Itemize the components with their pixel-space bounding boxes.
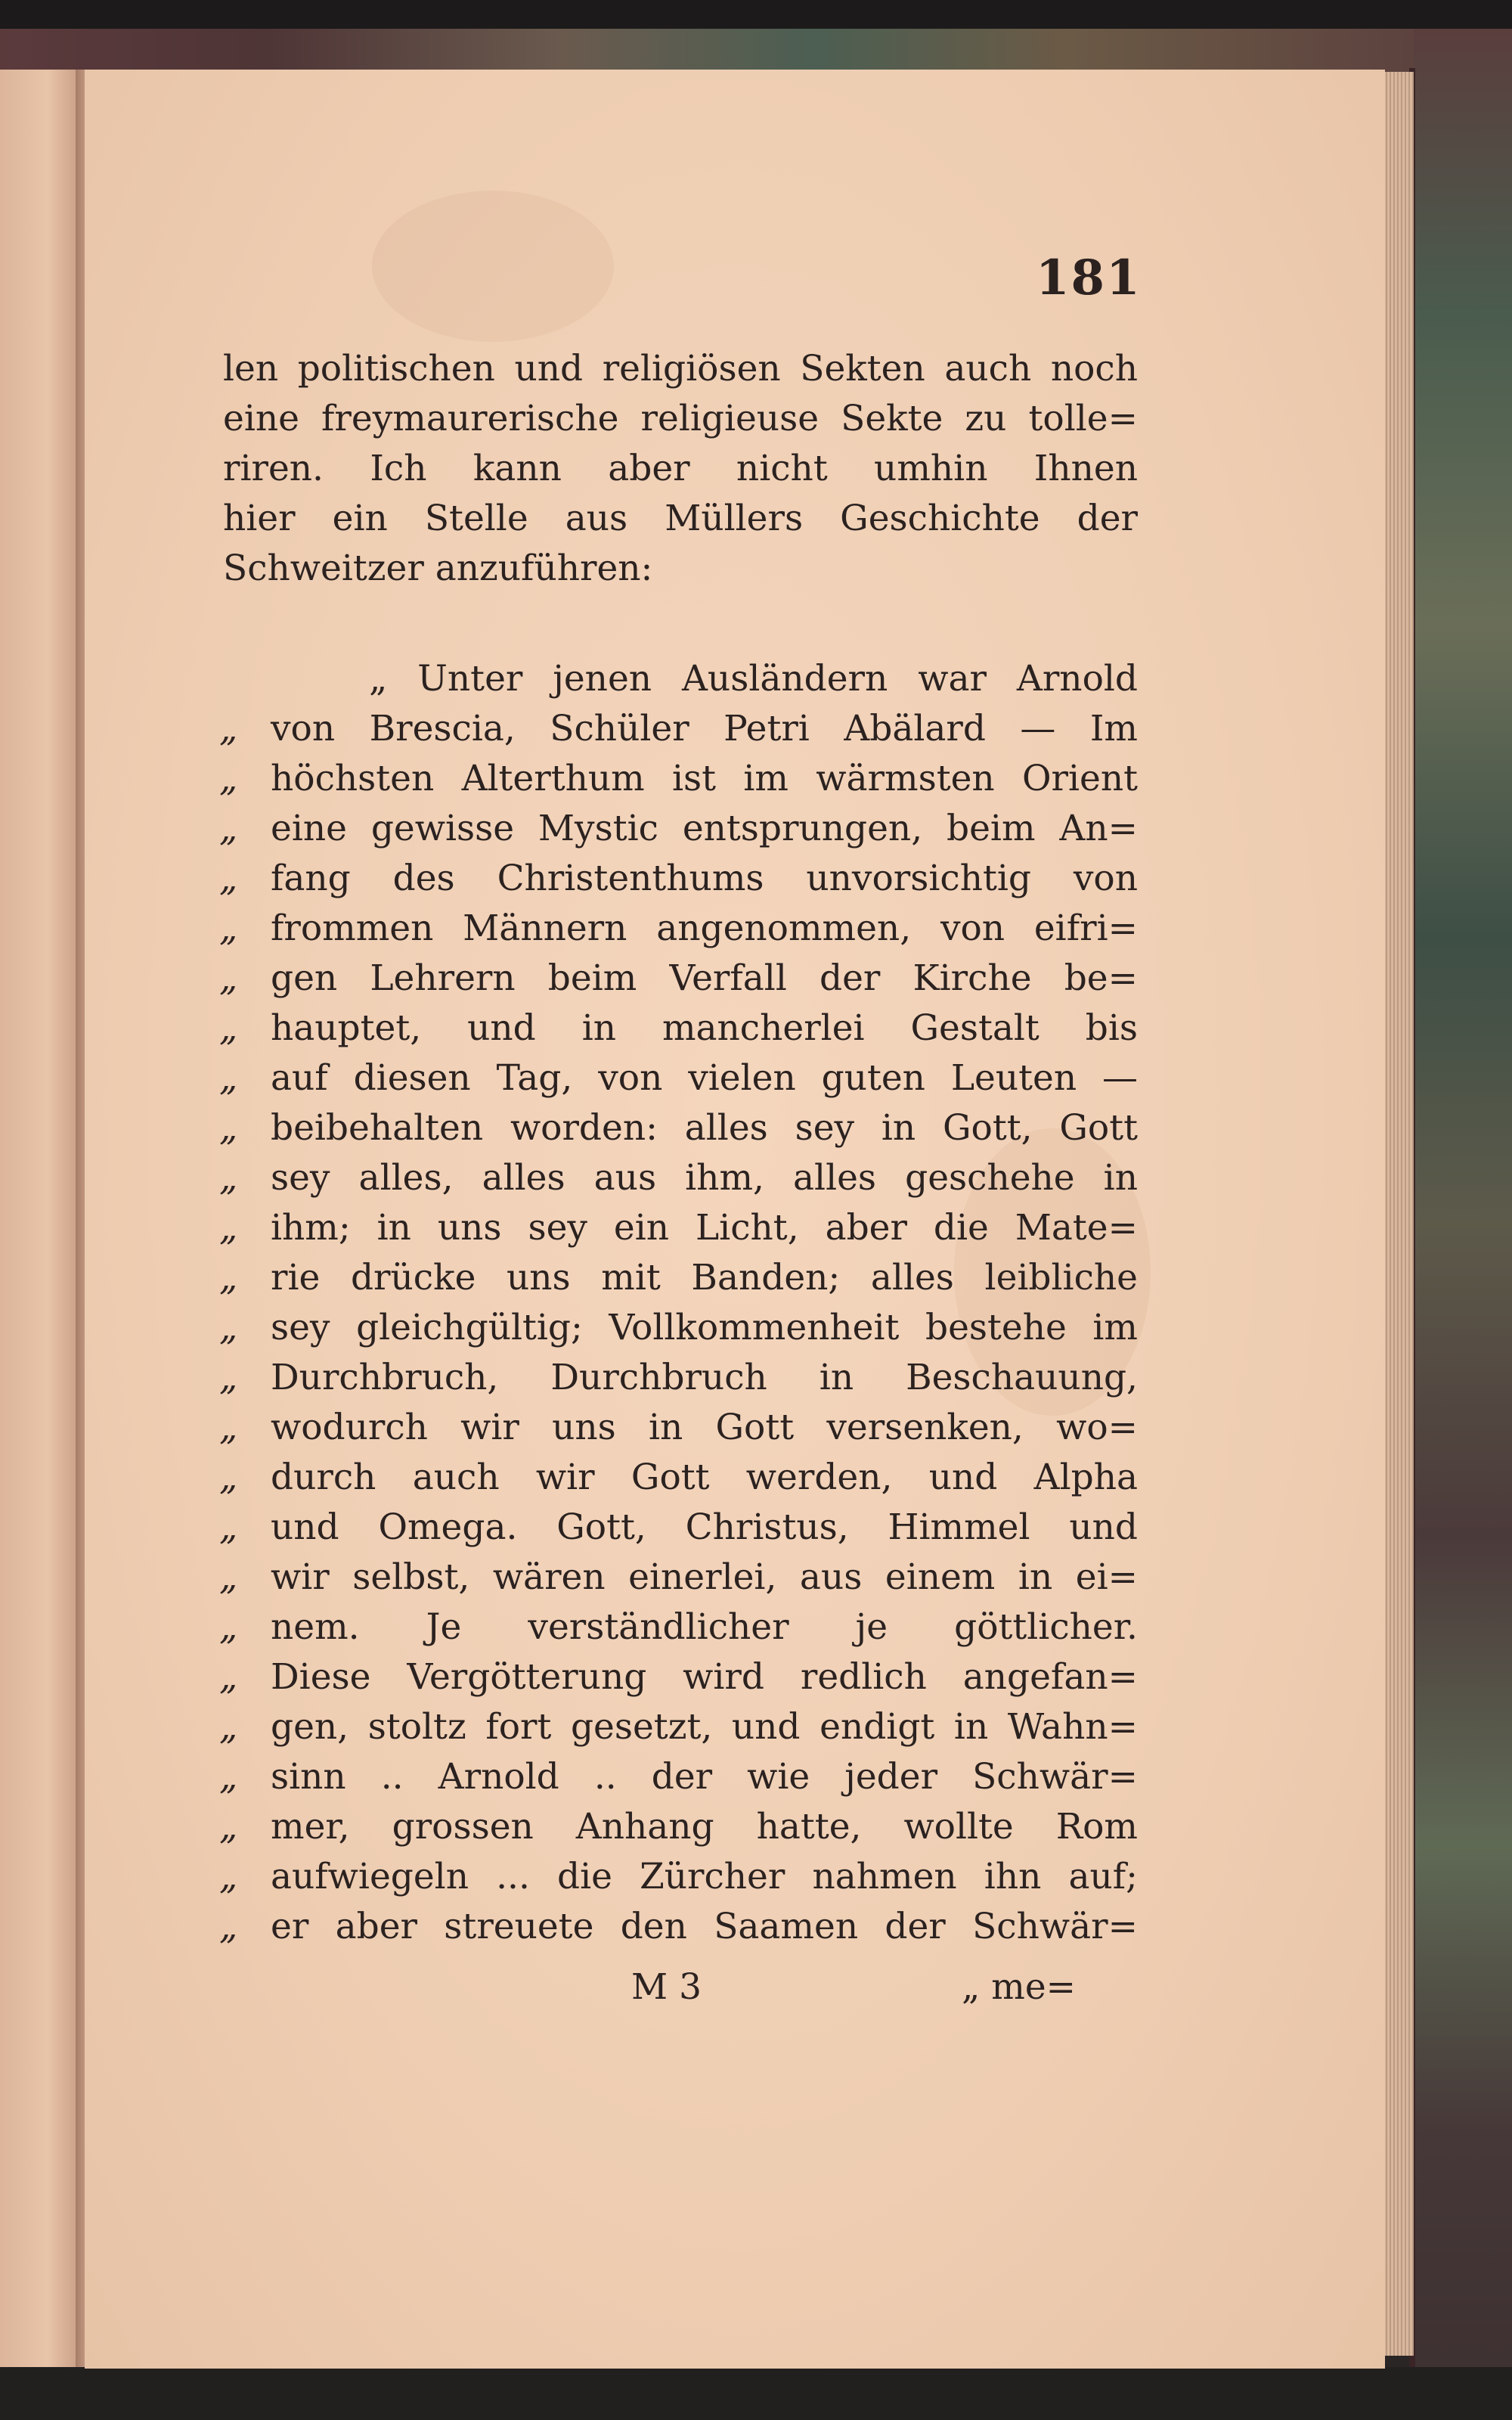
quote-mark: „ (219, 1506, 238, 1548)
quote-line (219, 704, 1138, 754)
quote-line (219, 754, 1138, 804)
quote-mark: „ (219, 1157, 238, 1199)
quote-mark: „ (219, 1457, 238, 1498)
quote-line (219, 1253, 1138, 1303)
quote-line (219, 1303, 1138, 1353)
quote-text: fang des Christenthums unvorsichtig von (271, 858, 1138, 899)
quote-text: sinn .. Arnold .. der wie jeder Schwär= (271, 1756, 1138, 1798)
quote-text: frommen Männern angenommen, von eifri= (271, 908, 1138, 949)
text-line: hier ein Stelle aus Müllers Geschichte der (223, 498, 1138, 539)
quote-mark: „ (219, 1007, 238, 1049)
quote-line (219, 1453, 1138, 1503)
quote-mark: „ (219, 1806, 238, 1848)
signature-mark: M 3 (631, 1966, 702, 2008)
quote-mark: „ (219, 1606, 238, 1648)
text-line: len politischen und religiösen Sekten auch noch (223, 348, 1138, 389)
quote-mark: „ (219, 1706, 238, 1748)
quote-line (219, 954, 1138, 1004)
quote-text: eine gewisse Mystic entsprungen, beim An= (271, 808, 1138, 849)
page-fore-edge (1383, 72, 1414, 2356)
text-line: Schweitzer anzuführen: (223, 548, 653, 589)
quote-line (219, 1103, 1138, 1153)
quote-text: aufwiegeln ... die Zürcher nahmen ihn auf; (271, 1856, 1138, 1897)
quote-text: gen Lehrern beim Verfall der Kirche be= (271, 957, 1138, 999)
catchword: „ me= (962, 1966, 1077, 2008)
quote-line (219, 1153, 1138, 1203)
quote-line (219, 1353, 1138, 1403)
text-line: riren. Ich kann aber nicht umhin Ihnen (223, 448, 1138, 489)
quote-line (219, 1602, 1138, 1652)
quote-mark: „ (219, 858, 238, 899)
quote-text: rie drücke uns mit Banden; alles leibliche (271, 1257, 1138, 1298)
quote-mark: „ (219, 1556, 238, 1598)
quote-line (219, 1902, 1138, 1952)
quote-mark: „ (219, 1906, 238, 1947)
book-cover-right (1414, 29, 1512, 2420)
quote-text: von Brescia, Schüler Petri Abälard — Im (271, 708, 1138, 749)
quote-line (219, 1403, 1138, 1453)
quote-mark: „ (219, 808, 238, 849)
quote-text: Durchbruch, Durchbruch in Beschauung, (271, 1357, 1138, 1398)
quote-line (219, 1852, 1138, 1902)
quote-line (219, 904, 1138, 954)
quote-text: mer, grossen Anhang hatte, wollte Rom (271, 1806, 1138, 1848)
quote-line (219, 1802, 1138, 1852)
quote-mark: „ (219, 1407, 238, 1448)
quote-mark: „ (219, 1057, 238, 1099)
quote-mark: „ (219, 1107, 238, 1149)
intro-paragraph (223, 344, 1138, 594)
quote-text: auf diesen Tag, von vielen guten Leuten — (271, 1057, 1138, 1099)
quote-line (219, 1553, 1138, 1602)
quotation-block (219, 654, 1138, 1952)
quote-mark: „ (219, 1856, 238, 1897)
quote-text: sey alles, alles aus ihm, alles geschehe in (271, 1157, 1138, 1199)
quote-line (219, 854, 1138, 904)
quote-text: „ Unter jenen Ausländern war Arnold (369, 658, 1138, 700)
quote-mark: „ (219, 1756, 238, 1798)
quote-text: Diese Vergötterung wird redlich angefan= (271, 1656, 1138, 1698)
quote-line (219, 1053, 1138, 1103)
quote-text: durch auch wir Gott werden, und Alpha (271, 1457, 1138, 1498)
quote-mark: „ (219, 957, 238, 999)
quote-text: ihm; in uns sey ein Licht, aber die Mate= (271, 1207, 1138, 1249)
page-number: 181 (1036, 250, 1142, 306)
quote-text: wodurch wir uns in Gott versenken, wo= (271, 1407, 1138, 1448)
quote-text: und Omega. Gott, Christus, Himmel und (271, 1506, 1138, 1548)
scanner-bottom-edge (0, 2367, 1512, 2420)
quote-text: sey gleichgültig; Vollkommenheit bestehe im (271, 1307, 1138, 1348)
quote-mark: „ (219, 1656, 238, 1698)
quote-mark: „ (219, 1307, 238, 1348)
quote-line (219, 654, 1138, 704)
facing-page-edge (0, 70, 79, 2369)
quote-line (219, 1203, 1138, 1253)
quote-text: er aber streuete den Saamen der Schwär= (271, 1906, 1138, 1947)
quote-line (219, 1702, 1138, 1752)
scanner-top-edge (0, 0, 1512, 30)
quote-mark: „ (219, 1357, 238, 1398)
quote-mark: „ (219, 758, 238, 799)
quote-line (219, 1652, 1138, 1702)
text-line: eine freymaurerische religieuse Sekte zu tolle= (223, 398, 1138, 439)
quote-line (219, 804, 1138, 854)
paper-stain (372, 191, 614, 342)
quote-text: beibehalten worden: alles sey in Gott, Gott (271, 1107, 1138, 1149)
quote-line (219, 1004, 1138, 1053)
quote-line (219, 1503, 1138, 1553)
quote-mark: „ (219, 1257, 238, 1298)
book-cover-top (0, 29, 1482, 73)
quote-mark: „ (219, 708, 238, 749)
quote-text: wir selbst, wären einerlei, aus einem in ei= (271, 1556, 1138, 1598)
quote-mark: „ (219, 1207, 238, 1249)
quote-text: höchsten Alterthum ist im wärmsten Orient (271, 758, 1138, 799)
quote-mark: „ (219, 908, 238, 949)
quote-line (219, 1752, 1138, 1802)
quote-text: hauptet, und in mancherlei Gestalt bis (271, 1007, 1138, 1049)
quote-text: gen, stoltz fort gesetzt, und endigt in Wahn= (271, 1706, 1138, 1748)
quote-mark (219, 654, 271, 704)
quote-text: nem. Je verständlicher je göttlicher. (271, 1606, 1138, 1648)
